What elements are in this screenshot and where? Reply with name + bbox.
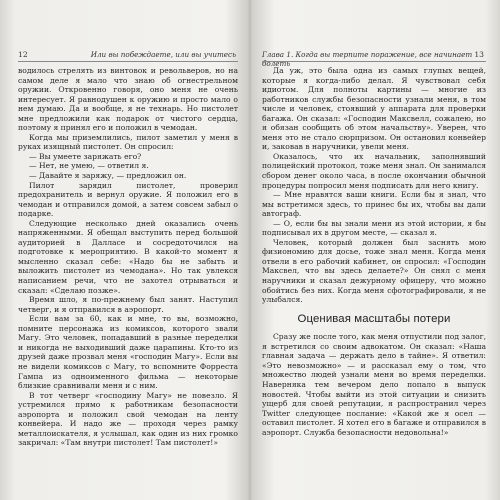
page-body	[262, 66, 486, 437]
page-number: 13	[474, 50, 484, 59]
paragraph: Если вам за 60, как и мне, то вы, возможно, помните персонажа из комиксов, которого звали Магу. Это человек, попадавший в разные переделки и никогда не выходивший даже царапины. Кто-то из друзей даже прозвал меня «господин Магу». Если вы не видели комиксов с Магу, то вспомните Форреста Гампа из одноименного фильма — некоторые близкие сравнивали меня и с ним.	[18, 314, 238, 391]
paragraph: Когда мы приземлились, пилот заметил у меня в руках изящный пистолет. Он спросил:	[18, 132, 238, 152]
dialogue-line: — Вы умеете заряжать его?	[29, 151, 142, 161]
header-rule	[18, 61, 238, 62]
running-head: Или вы побеждаете, или вы учитесь	[90, 50, 236, 59]
paragraph: Время шло, я по-прежнему был занят. Наступил четверг, и я отправился в аэропорт.	[18, 295, 238, 314]
paragraph: Да уж, это была одна из самых глупых вещей, которые я когда-либо делал. Я чувствовал себя идиотом. Для полноты картины — многие из работников службы безопасности узнали меня, в том числе и человек, стоявший у аппарата для проверки багажа. Он сказал: «Господин Максвелл, сожалею, но я обязан сообщить об этом начальству». Уверен, что меня это не стало сюрпризом. Он остановил конвейер и, заковав в наручники, увели меня.	[262, 66, 486, 152]
paragraph: водилось стрелять из винтовок и револьверов, но на самом деле я мало что знаю об огнестрельном оружии. Откровенно говоря, оно меня не очень интересует. Я равнодушен к оружию и просто мало о нем думаю. Да и вообще, я не технарь. Но пистолет мне предложили как подарок от чистого сердца, поэтому я принял его и положил в чемодан.	[18, 66, 238, 133]
dialogue-line: — О, если бы вы знали меня из этой истории, я бы подписывал их в другом месте, — сказал я.	[262, 218, 486, 238]
paragraph: Человек, который должен был заснять мою физиономию для досье, тоже знал меня. Когда меня отвели в его рабочий кабинет, он спросил: «Господин Максвел, что вы здесь делаете?» Он снял с меня наручники и сказал дежурному офицеру, что можно обойтись без них. Когда меня сфотографировали, я не улыбался.	[262, 237, 486, 305]
section-subheading: Оценивая масштабы потери	[297, 312, 451, 325]
paragraph: Сразу же после того, как меня отпустили под залог, я встретился со своим адвокатом. Он сказал: «Наша главная задача — держать дело в тайне». Я ответил: «Это невозможно» — и рассказал ему о том, что множество людей узнали меня во время переделки. Наверняка тем вечером дело попало в выпуск новостей. Чтобы выйти из этой ситуации и снизить ущерб для своей репутации, я распространил через Twitter следующее послание: «Какой же я осел — оставил пистолет. Я хотел его в багаже и отправился в аэропорт. Служба безопасности недовольна!»	[262, 332, 486, 437]
right-page	[250, 0, 500, 500]
dialogue-line: — Нет, не умею, — ответил я.	[29, 161, 149, 171]
running-head: Глава 1. Когда вы терпите поражение, все начинает болеть	[262, 50, 473, 68]
dialogue-line: — Давайте я заряжу, — предложил он.	[29, 171, 187, 181]
paragraph: Пилот зарядил пистолет, проверил предохранитель и вернул оружие. Я положил его в чемодан и отправился домой, а затем совсем забыл о подарке.	[18, 180, 238, 219]
paragraph: Оказалось, что их начальник, заполнявший полицейский протокол, тоже меня знал. Он занимался сбором денег около часа, в после окончания обычной процедуры попросил меня подписать для него книгу.	[262, 151, 486, 190]
page-number: 12	[18, 50, 28, 59]
paragraph: Следующие несколько дней оказались очень напряженными. Я обещал выступить перед большой аудиторией в Далласе и сосредоточился на подготовке к мероприятию. В какой-то момент я мысленно сказал себе: «Надо бы не забыть и выложить пистолет из чемодана». Но так увлекся написанием речи, что не захотел отрываться и сказал: «Сделаю позже».	[18, 218, 238, 295]
page-body	[18, 66, 238, 448]
paragraph: В тот четверг «господину Магу» не повезло. Я устремился прямо к работникам безопасности аэропорта и положил свой чемодан на ленту конвейера. И надо же — проходя через рамку металлоискателя, я услышал, как один из них громко закричал: «Там внутри пистолет! Там пистолет!»	[18, 390, 238, 448]
dialogue-line: — Мне нравятся ваши книги. Если бы я знал, что мы встретимся здесь, то принес бы их, чтобы вы дали автограф.	[262, 190, 486, 219]
header-rule	[262, 61, 486, 62]
